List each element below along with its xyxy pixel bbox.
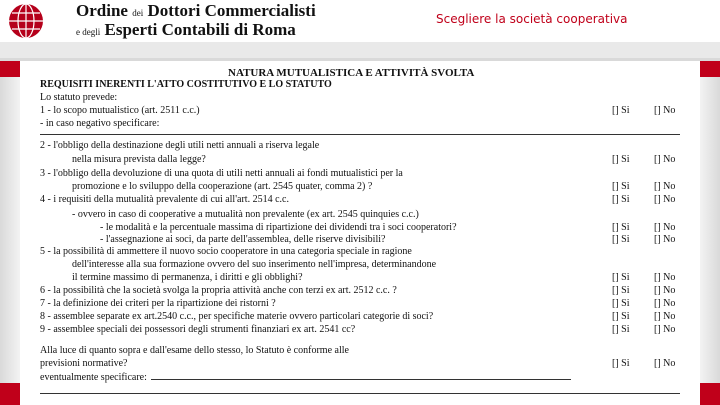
no-checkbox: [] No (654, 285, 676, 296)
yes-checkbox: [] Si (612, 154, 630, 165)
no-checkbox: [] No (654, 324, 676, 335)
document-title: NATURA MUTUALISTICA E ATTIVITÀ SVOLTA (228, 67, 475, 79)
checklist-item: promozione e lo sviluppo della cooperazione (art. 2545 quater, comma 2) ? (72, 181, 373, 192)
header-divider (0, 58, 720, 61)
yes-checkbox: [] Si (612, 105, 630, 116)
conclusion-yes-checkbox: [] Si (612, 358, 630, 369)
checklist-item: 7 - la definizione dei criteri per la ripartizione dei ristorni ? (40, 298, 276, 309)
checklist-item: 5 - la possibilità di ammettere il nuovo socio cooperatore in una categoria speciale in ragione (40, 246, 412, 257)
checklist-item: 3 - l'obbligo della devoluzione di una quota di utili netti annuali ai fondi mutualistici per la (40, 168, 403, 179)
yes-checkbox: [] Si (612, 285, 630, 296)
yes-checkbox: [] Si (612, 324, 630, 335)
no-checkbox: [] No (654, 194, 676, 205)
document-intro: Lo statuto prevede: (40, 92, 118, 103)
org-name-line2: e degli Esperti Contabili di Roma (76, 20, 296, 39)
yes-checkbox: [] Si (612, 181, 630, 192)
no-checkbox: [] No (654, 222, 676, 233)
conclusion-line1: Alla luce di quanto sopra e dall'esame dello stesso, lo Statuto è conforme alle (40, 345, 349, 356)
order-logo-icon (6, 2, 46, 40)
checklist-item: 6 - la possibilità che la società svolga la propria attività anche con terzi ex art. 2512 c.c. ? (40, 285, 397, 296)
org-name-line1: Ordine dei Dottori Commercialisti (76, 1, 316, 20)
fill-in-rule (40, 134, 680, 135)
conclusion-no-checkbox: [] No (654, 358, 676, 369)
left-accent-bottom (0, 383, 20, 405)
blank-rule (40, 393, 680, 394)
scanned-document (28, 62, 692, 405)
checklist-item: - le modalità e la percentuale massima di ripartizione dei dividendi tra i soci cooperatori? (100, 222, 457, 233)
slide-title: Scegliere la società cooperativa (436, 12, 628, 26)
yes-checkbox: [] Si (612, 311, 630, 322)
yes-checkbox: [] Si (612, 272, 630, 283)
document-heading: REQUISITI INERENTI L'ATTO COSTITUTIVO E LO STATUTO (40, 79, 332, 90)
left-edge (0, 61, 20, 405)
left-accent-top (0, 61, 20, 77)
checklist-item: nella misura prevista dalla legge? (72, 154, 206, 165)
checklist-item: 4 - i requisiti della mutualità prevalente di cui all'art. 2514 c.c. (40, 194, 289, 205)
checklist-item: 1 - lo scopo mutualistico (art. 2511 c.c.) (40, 105, 200, 116)
right-accent-top (700, 61, 720, 77)
header-bar (0, 42, 720, 59)
checklist-item: 9 - assemblee speciali dei possessori degli strumenti finanziari ex art. 2541 cc? (40, 324, 356, 335)
conclusion-line3: eventualmente specificare: (40, 371, 571, 383)
conclusion-line2: previsioni normative? (40, 358, 128, 369)
checklist-item: il termine massimo di permanenza, i diritti e gli obblighi? (72, 272, 303, 283)
yes-checkbox: [] Si (612, 234, 630, 245)
checklist-item: - in caso negativo specificare: (40, 118, 160, 129)
no-checkbox: [] No (654, 234, 676, 245)
checklist-item: 2 - l'obbligo della destinazione degli utili netti annuali a riserva legale (40, 140, 320, 151)
slide-header (0, 0, 720, 42)
no-checkbox: [] No (654, 311, 676, 322)
checklist-item: - ovvero in caso di cooperative a mutualità non prevalente (ex art. 2545 quinquies c.c.) (72, 209, 419, 220)
yes-checkbox: [] Si (612, 222, 630, 233)
checklist-item: - l'assegnazione ai soci, da parte dell'assemblea, delle riserve divisibili? (100, 234, 386, 245)
no-checkbox: [] No (654, 298, 676, 309)
no-checkbox: [] No (654, 154, 676, 165)
no-checkbox: [] No (654, 181, 676, 192)
no-checkbox: [] No (654, 272, 676, 283)
right-accent-bottom (700, 383, 720, 405)
right-edge (700, 61, 720, 405)
checklist-item: dell'interesse alla sua formazione ovvero del suo inserimento nell'impresa, determinandone (72, 259, 437, 270)
yes-checkbox: [] Si (612, 298, 630, 309)
checklist-item: 8 - assemblee separate ex art.2540 c.c., per specifiche materie ovvero particolari categorie di soci? (40, 311, 434, 322)
yes-checkbox: [] Si (612, 194, 630, 205)
no-checkbox: [] No (654, 105, 676, 116)
